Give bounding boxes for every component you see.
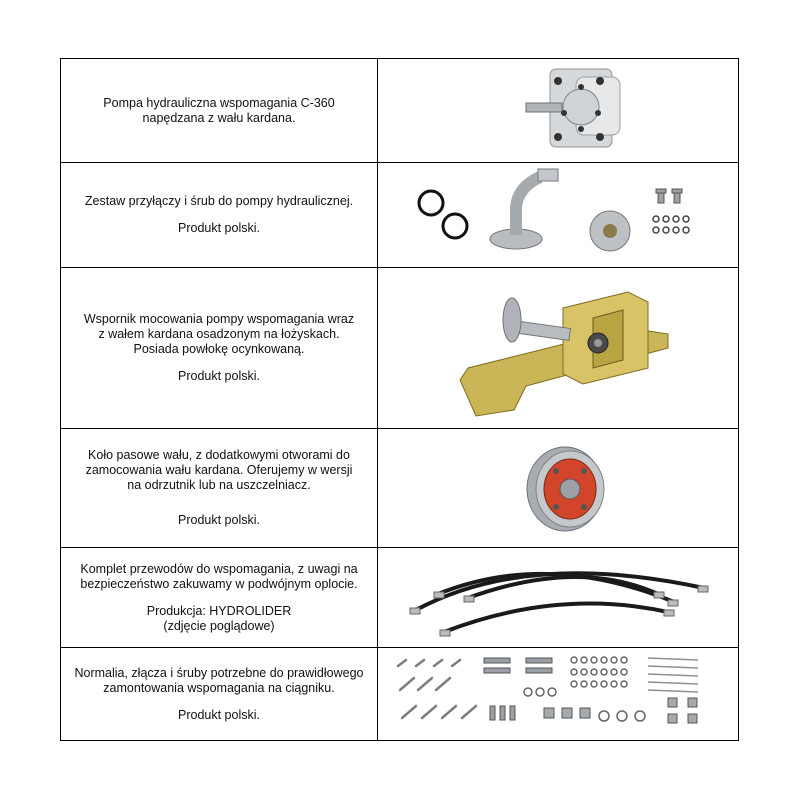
description-text: Normalia, złącza i śruby potrzebne do prawidłowego zamontowania wspomagania na ciągniku. bbox=[74, 665, 364, 695]
image-cell bbox=[378, 59, 739, 163]
origin-note: Produkt polski. bbox=[178, 369, 260, 383]
description-text: Wspornik mocowania pompy wspomagania wraz z wałem kardana osadzonym na łożyskach. Posiada powłokę ocynkowaną. bbox=[83, 312, 355, 356]
manufacturer-note: Produkcja: HYDROLIDER (zdjęcie poglądowe) bbox=[146, 603, 292, 633]
description-text: Pompa hydrauliczna wspomagania C-360 napędzana z wału kardana. bbox=[103, 95, 335, 125]
mounting-bracket-image bbox=[378, 268, 738, 428]
parts-table bbox=[60, 58, 739, 741]
table-row bbox=[61, 648, 739, 741]
image-cell bbox=[378, 548, 739, 648]
table-row bbox=[61, 268, 739, 429]
image-cell bbox=[378, 429, 739, 548]
table-row bbox=[61, 163, 739, 268]
description-cell bbox=[61, 163, 378, 268]
description-cell bbox=[61, 548, 378, 648]
description-cell bbox=[61, 268, 378, 429]
hydraulic-pump-image bbox=[378, 59, 738, 162]
origin-note: Produkt polski. bbox=[178, 513, 260, 527]
pulley-image bbox=[378, 429, 738, 547]
description-text: Komplet przewodów do wspomagania, z uwagi na bezpieczeństwo zakuwamy w podwójnym oplocie. bbox=[80, 561, 358, 591]
table-row bbox=[61, 59, 739, 163]
description-cell bbox=[61, 648, 378, 741]
hardware-kit-image bbox=[378, 648, 738, 740]
hydraulic-hoses-image bbox=[378, 548, 738, 647]
description-cell bbox=[61, 59, 378, 163]
table-row bbox=[61, 548, 739, 648]
description-cell bbox=[61, 429, 378, 548]
origin-note: Produkt polski. bbox=[178, 707, 260, 722]
description-text: Zestaw przyłączy i śrub do pompy hydraulicznej. bbox=[84, 194, 354, 208]
table-row bbox=[61, 429, 739, 548]
description-text: Koło pasowe wału, z dodatkowymi otworami do zamocowania wału kardana. Oferujemy w wersji na odrzutnik lub na uszczelniacz. bbox=[85, 448, 353, 492]
image-cell bbox=[378, 648, 739, 741]
fittings-set-image bbox=[378, 163, 738, 267]
origin-note: Produkt polski. bbox=[178, 221, 260, 235]
image-cell bbox=[378, 163, 739, 268]
image-cell bbox=[378, 268, 739, 429]
